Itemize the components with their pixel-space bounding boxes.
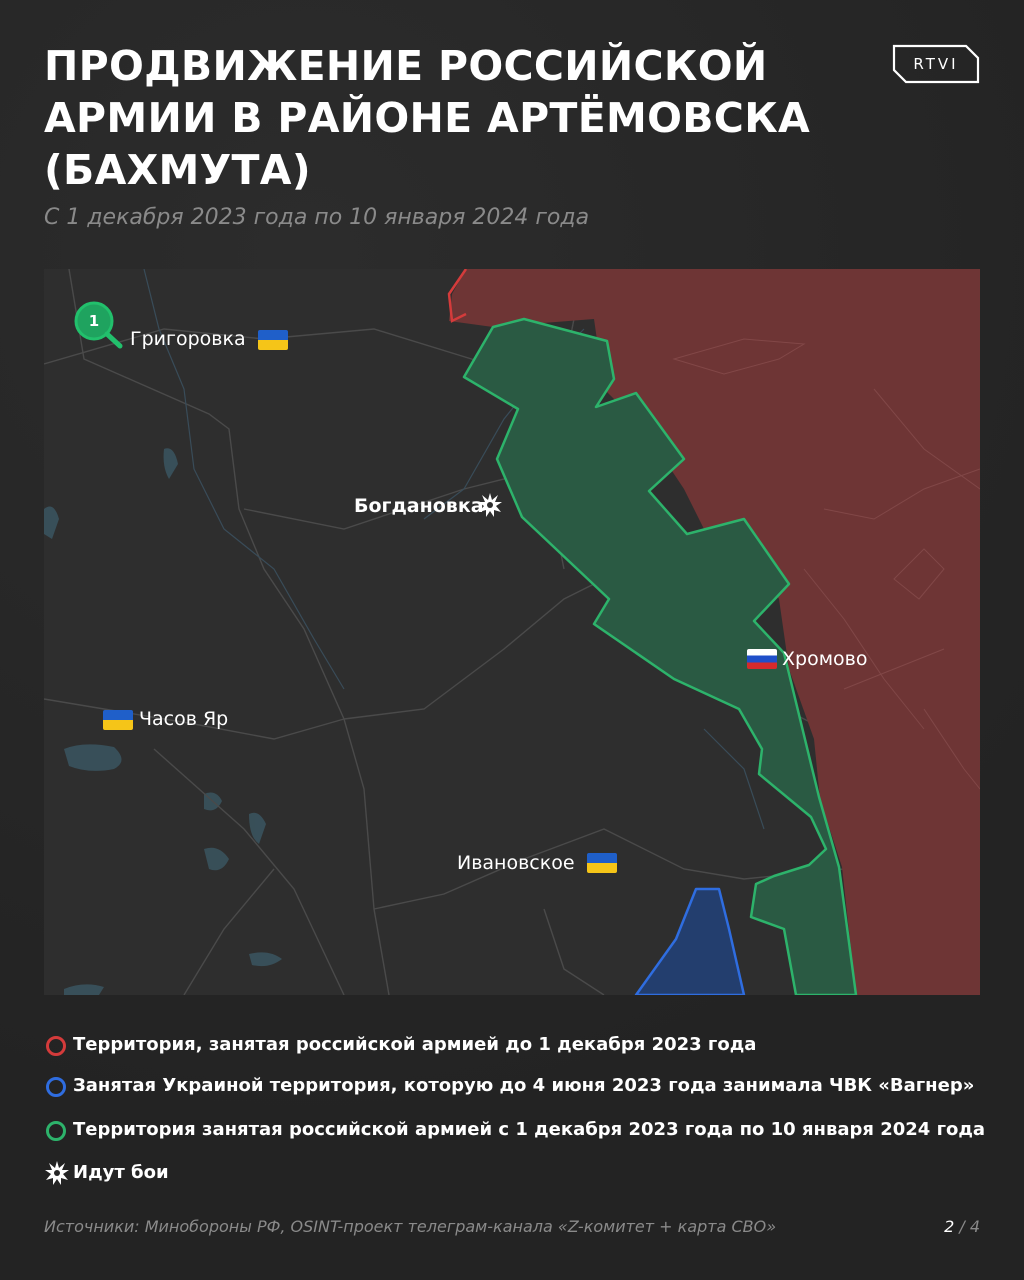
place-bogdanovka: Богдановка [354, 495, 484, 517]
legend-label: Территория занятая российской армией с 1 декабря 2023 года по 10 января 2024 года [73, 1119, 986, 1140]
blue-circle-icon [46, 1077, 66, 1097]
sources-text: Источники: Минобороны РФ, OSINT-проект телеграм-канала «Z-комитет + карта СВО» [44, 1217, 777, 1236]
page-subtitle: С 1 декабря 2023 года по 10 января 2024 года [44, 205, 590, 230]
fighting-burst-icon [477, 492, 503, 518]
red-circle-icon [46, 1036, 66, 1056]
legend-item-russian-new [44, 1115, 984, 1145]
legend-item-wagner [44, 1071, 984, 1101]
legend-label: Занятая Украиной территория, которую до 4 июня 2023 года занимала ЧВК «Вагнер» [73, 1075, 975, 1096]
title-line: ПРОДВИЖЕНИЕ РОССИЙСКОЙ [44, 42, 768, 90]
page-current: 2 [944, 1217, 955, 1236]
ukraine-flag-icon [258, 330, 288, 350]
fighting-burst-icon [44, 1160, 70, 1186]
rtvi-logo [892, 44, 980, 84]
ukraine-flag-icon [587, 853, 617, 873]
ukraine-flag-icon [103, 710, 133, 730]
title-line: (БАХМУТА) [44, 146, 311, 194]
place-grigorovka: Григоровка [130, 328, 246, 350]
title-line: АРМИИ В РАЙОНЕ АРТЁМОВСКА [44, 94, 811, 142]
place-khromovo: Хромово [782, 648, 868, 670]
legend-label: Территория, занятая российской армией до 1 декабря 2023 года [73, 1034, 757, 1055]
place-chasov-yar: Часов Яр [139, 708, 229, 730]
green-circle-icon [46, 1121, 66, 1141]
legend-label: Идут бои [73, 1162, 169, 1183]
footer [44, 1217, 980, 1241]
page-indicator [944, 1217, 980, 1236]
map [44, 269, 980, 995]
legend-item-russian-before [44, 1030, 984, 1060]
place-ivanovskoe: Ивановское [457, 852, 575, 874]
logo-text: RTVI [913, 55, 959, 73]
legend-item-fighting [44, 1158, 984, 1188]
page-title [44, 40, 844, 196]
map-canvas [44, 269, 980, 995]
marker-number: 1 [88, 312, 100, 330]
page-total: / 4 [959, 1217, 980, 1236]
russia-flag-icon [747, 649, 777, 669]
